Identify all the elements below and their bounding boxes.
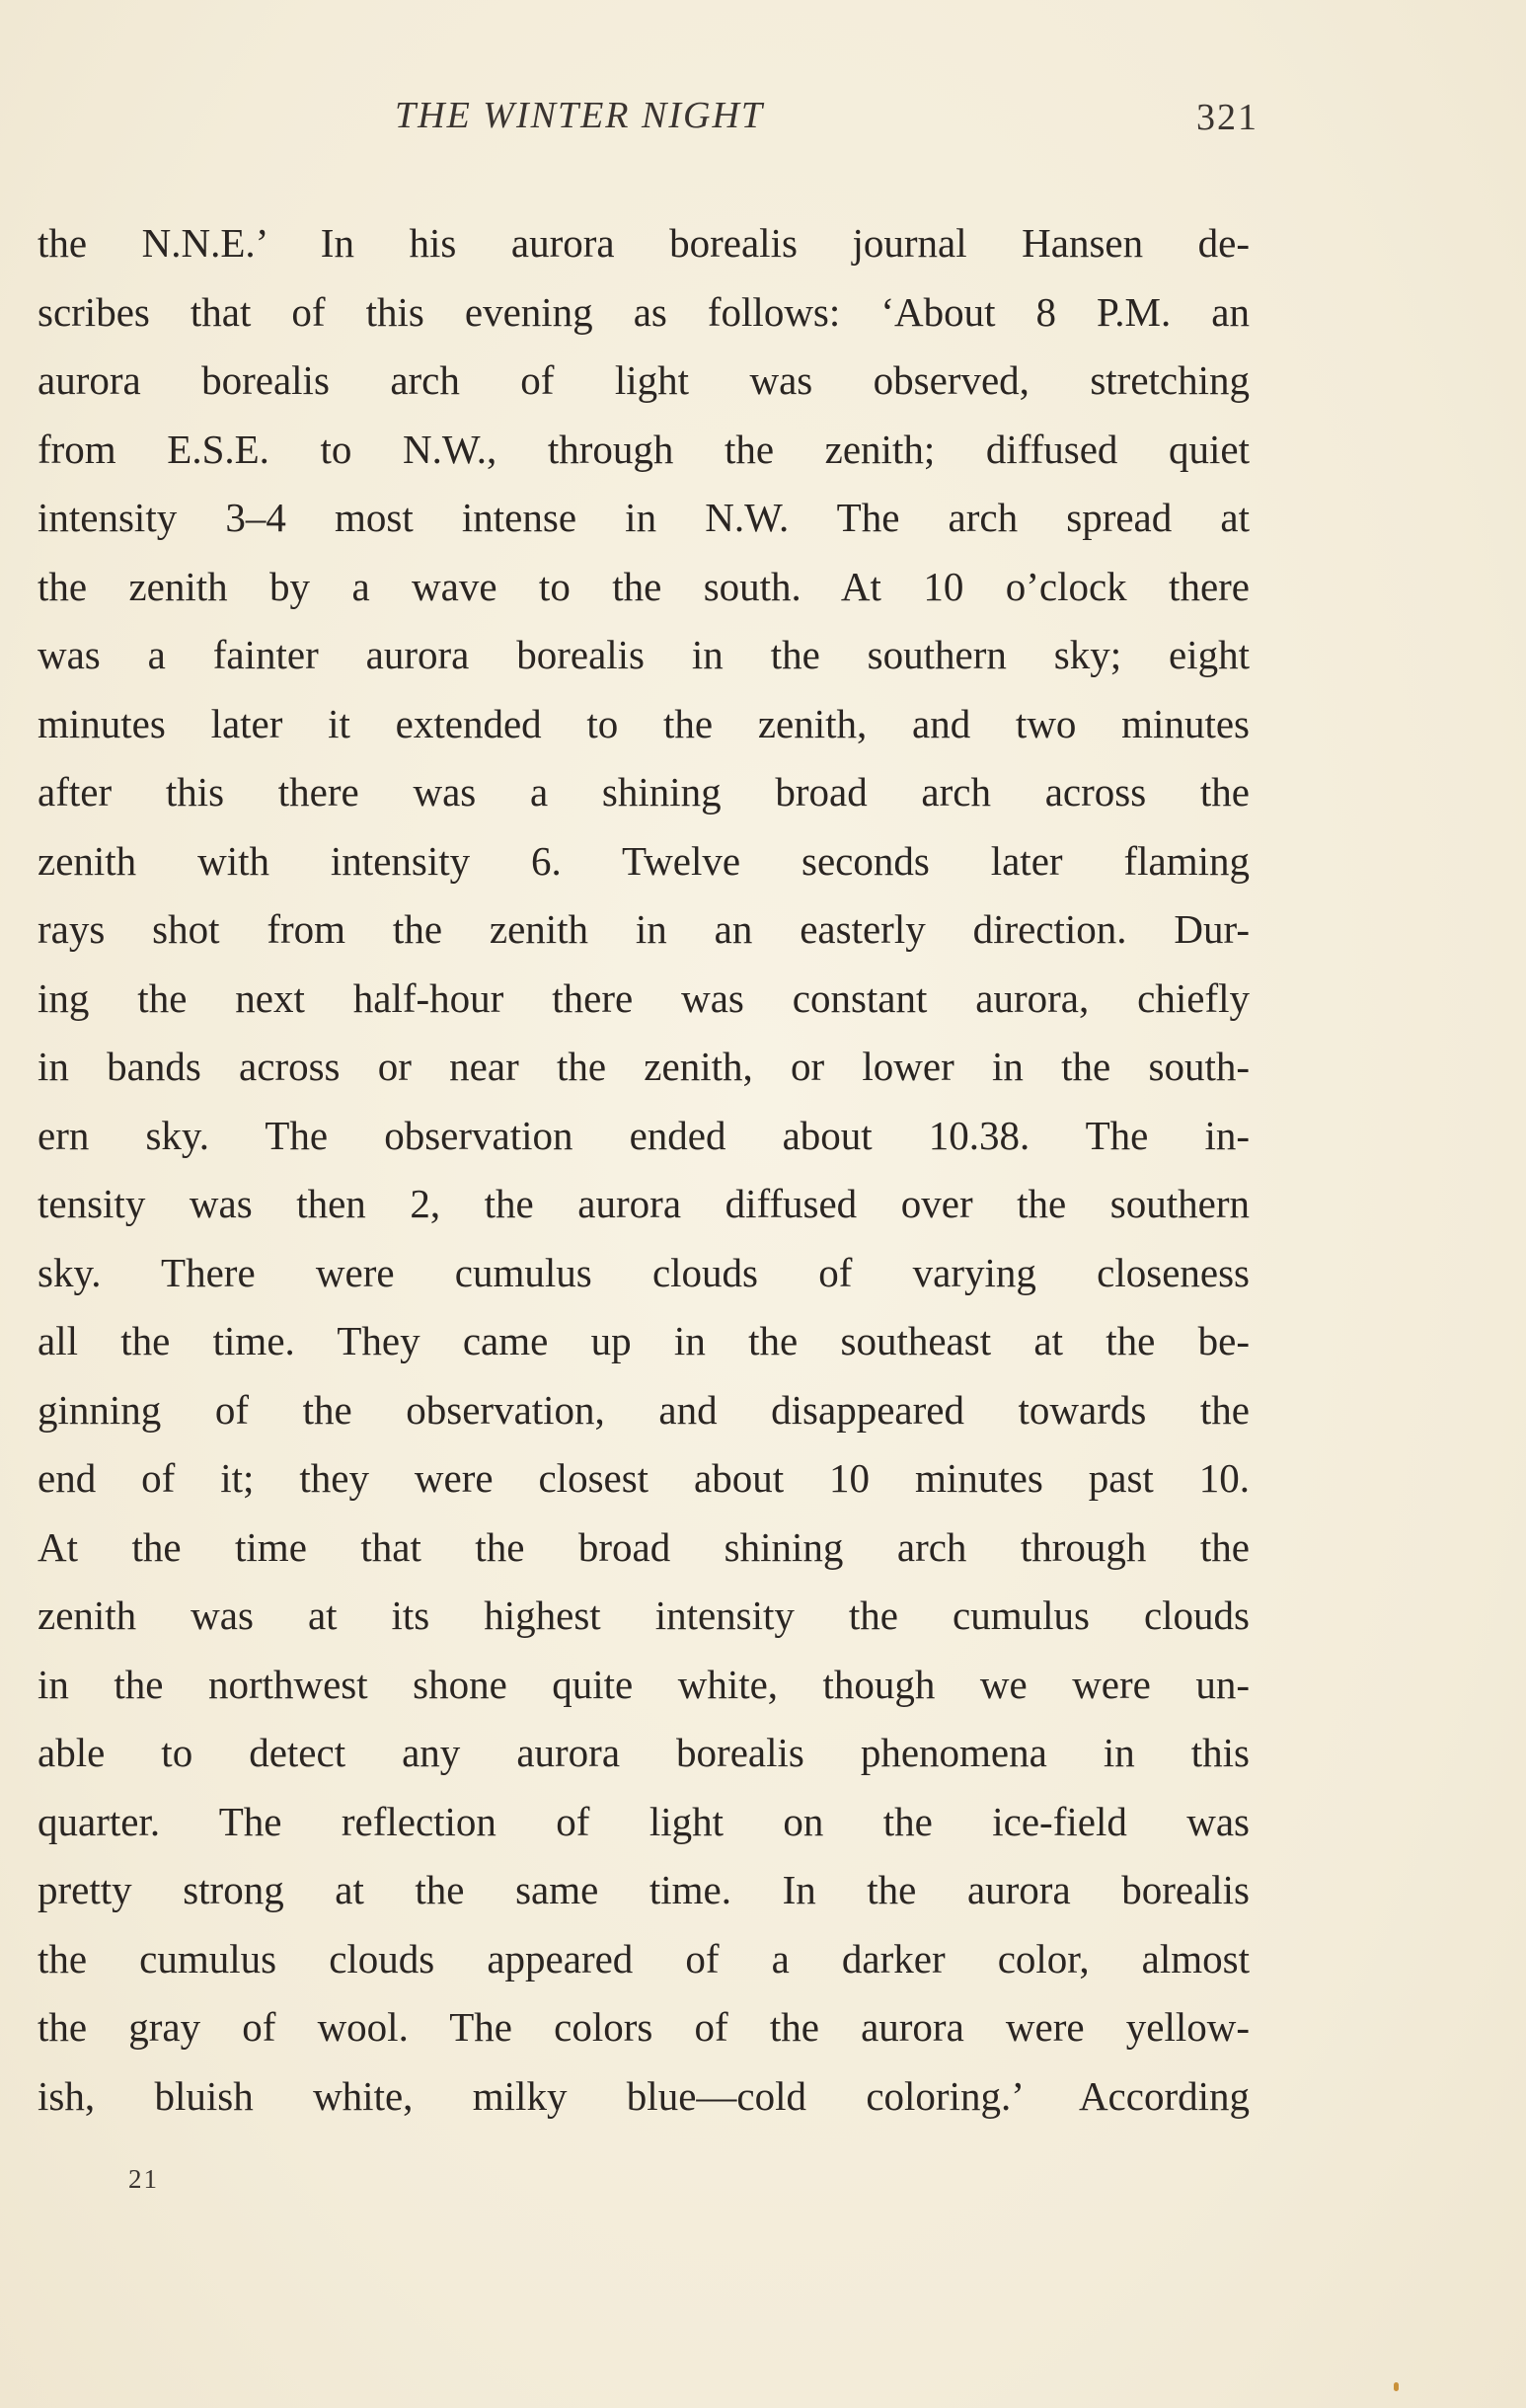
text-line: able to detect any aurora borealis phenomena in this — [38, 1730, 1250, 1775]
text-line: rays shot from the zenith in an easterly direction. Dur- — [38, 906, 1250, 952]
text-line: pretty strong at the same time. In the aurora borealis — [38, 1867, 1250, 1912]
text-line: ern sky. The observation ended about 10.38. The in- — [38, 1112, 1250, 1158]
text-line: sky. There were cumulus clouds of varying closeness — [38, 1249, 1250, 1295]
text-line: quarter. The reflection of light on the ice-field was — [38, 1798, 1250, 1844]
signature-mark: 21 — [128, 2164, 159, 2194]
page-number: 321 — [1196, 97, 1259, 138]
text-line: ginning of the observation, and disappeared towards the — [38, 1386, 1250, 1433]
text-line: from E.S.E. to N.W., through the zenith; diffused quiet — [38, 426, 1250, 472]
text-line: ing the next half-hour there was constant aurora, chiefly — [38, 974, 1250, 1021]
text-line: ish, bluish white, milky blue—cold coloring.’ According — [38, 2072, 1250, 2119]
text-line: zenith with intensity 6. Twelve seconds later flaming — [38, 837, 1250, 884]
text-line: the gray of wool. The colors of the aurora were yellow- — [38, 2004, 1250, 2050]
text-line: minutes later it extended to the zenith, and two minutes — [38, 700, 1250, 746]
running-title: THE WINTER NIGHT — [395, 95, 765, 136]
text-line: aurora borealis arch of light was observed, stretching — [38, 357, 1250, 403]
paper-speck — [1394, 2382, 1399, 2391]
running-head — [0, 94, 1526, 153]
text-line: tensity was then 2, the aurora diffused over the southern — [38, 1181, 1250, 1226]
text-line: the N.N.E.’ In his aurora borealis journal Hansen de- — [38, 220, 1250, 266]
text-line: in the northwest shone quite white, though we were un- — [38, 1661, 1250, 1707]
text-line: zenith was at its highest intensity the cumulus clouds — [38, 1592, 1250, 1638]
text-line: scribes that of this evening as follows: ‘About 8 P.M. an — [38, 288, 1250, 335]
text-line: end of it; they were closest about 10 minutes past 10. — [38, 1455, 1250, 1501]
text-line: At the time that the broad shining arch through the — [38, 1523, 1250, 1570]
text-line: after this there was a shining broad arch across the — [38, 769, 1250, 815]
text-line: the cumulus clouds appeared of a darker color, almost — [38, 1935, 1250, 1981]
body-text — [38, 209, 1250, 2131]
text-line: in bands across or near the zenith, or lower in the south- — [38, 1044, 1250, 1089]
text-line: the zenith by a wave to the south. At 10 o’clock there — [38, 563, 1250, 609]
text-line: intensity 3–4 most intense in N.W. The arch spread at — [38, 495, 1250, 540]
text-line: all the time. They came up in the southeast at the be- — [38, 1318, 1250, 1363]
text-line: was a fainter aurora borealis in the southern sky; eight — [38, 632, 1250, 677]
